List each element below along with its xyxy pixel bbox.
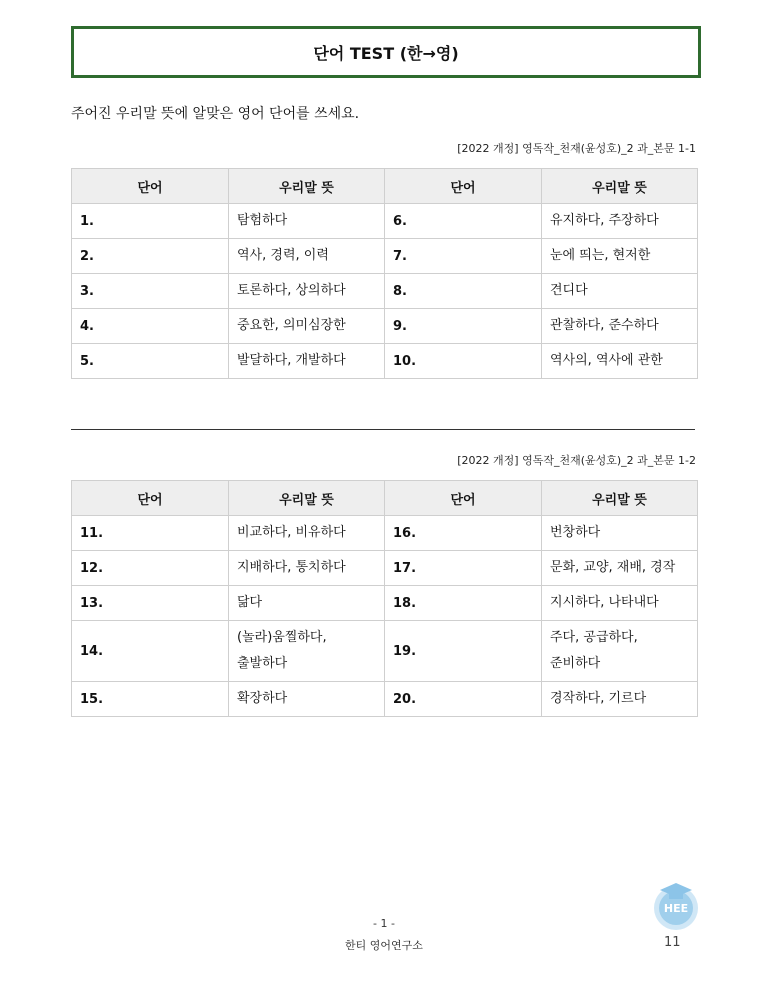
word-number: 11.: [72, 516, 229, 551]
meaning-line: 유지하다, 주장하다: [550, 213, 659, 228]
word-number: 12.: [72, 551, 229, 586]
korean-meaning: [229, 586, 385, 621]
meaning-line: 지배하다, 통치하다: [237, 560, 346, 575]
meaning-line: 확장하다: [237, 691, 288, 706]
word-number: 20.: [385, 682, 542, 717]
table-header-row: [72, 169, 698, 204]
meaning-line: 눈에 띄는, 현저한: [550, 248, 651, 263]
table-row: [72, 682, 698, 717]
word-number: 4.: [72, 309, 229, 344]
source-label: [2022 개정] 영독작_천재(윤성호)_2 과_본문 1-1: [457, 142, 696, 155]
meaning-line: 경작하다, 기르다: [550, 691, 647, 706]
footer-side-page: 11: [664, 935, 681, 950]
word-number: 5.: [72, 344, 229, 379]
header-word: 단어: [72, 481, 229, 516]
korean-meaning: [229, 516, 385, 551]
header-word: 단어: [385, 481, 542, 516]
korean-meaning: [542, 682, 698, 717]
word-number: 8.: [385, 274, 542, 309]
korean-meaning: [229, 239, 385, 274]
vocab-table: [71, 480, 698, 717]
meaning-line: 역사의, 역사에 관한: [550, 353, 663, 368]
word-number: 9.: [385, 309, 542, 344]
meaning-line: 견디다: [550, 283, 588, 298]
meaning-line: 문화, 교양, 재배, 경작: [550, 560, 676, 575]
table-row: [72, 274, 698, 309]
korean-meaning: [542, 621, 698, 682]
meaning-line: 닮다: [237, 595, 263, 610]
meaning-line: 출발하다: [237, 656, 288, 671]
meaning-line: 관찰하다, 준수하다: [550, 318, 659, 333]
meaning-line: 준비하다: [550, 656, 601, 671]
hee-logo: [648, 877, 704, 933]
header-word: 단어: [385, 169, 542, 204]
table-row: [72, 586, 698, 621]
instruction-text: 주어진 우리말 뜻에 알맞은 영어 단어를 쓰세요.: [71, 106, 360, 122]
meaning-line: 탐험하다: [237, 213, 288, 228]
meaning-line: 발달하다, 개발하다: [237, 353, 346, 368]
word-number: 14.: [72, 621, 229, 682]
footer-publisher: 한티 영어연구소: [345, 939, 423, 952]
meaning-line: 지시하다, 나타내다: [550, 595, 659, 610]
source-label: [2022 개정] 영독작_천재(윤성호)_2 과_본문 1-2: [457, 454, 696, 467]
korean-meaning: [229, 682, 385, 717]
table-row: [72, 621, 698, 682]
korean-meaning: [542, 204, 698, 239]
header-meaning: 우리말 뜻: [229, 169, 385, 204]
header-meaning: 우리말 뜻: [229, 481, 385, 516]
logo-text: HEE: [663, 902, 689, 915]
korean-meaning: [542, 274, 698, 309]
korean-meaning: [229, 274, 385, 309]
korean-meaning: [542, 239, 698, 274]
korean-meaning: [229, 344, 385, 379]
table-row: [72, 239, 698, 274]
section-divider: [71, 429, 695, 430]
meaning-line: (놀라)움찔하다,: [237, 630, 327, 645]
korean-meaning: [229, 204, 385, 239]
table-row: [72, 516, 698, 551]
vocab-table: [71, 168, 698, 379]
korean-meaning: [229, 309, 385, 344]
header-word: 단어: [72, 169, 229, 204]
word-number: 2.: [72, 239, 229, 274]
table-row: [72, 344, 698, 379]
meaning-line: 중요한, 의미심장한: [237, 318, 346, 333]
meaning-line: 토론하다, 상의하다: [237, 283, 346, 298]
word-number: 18.: [385, 586, 542, 621]
meaning-line: 주다, 공급하다,: [550, 630, 638, 645]
korean-meaning: [542, 344, 698, 379]
word-number: 3.: [72, 274, 229, 309]
meaning-line: 비교하다, 비유하다: [237, 525, 346, 540]
korean-meaning: [542, 516, 698, 551]
table-row: [72, 551, 698, 586]
meaning-line: 역사, 경력, 이력: [237, 248, 329, 263]
title-box: [71, 26, 701, 78]
word-number: 16.: [385, 516, 542, 551]
table-row: [72, 309, 698, 344]
word-number: 1.: [72, 204, 229, 239]
word-number: 15.: [72, 682, 229, 717]
table-row: [72, 204, 698, 239]
korean-meaning: [542, 309, 698, 344]
word-number: 19.: [385, 621, 542, 682]
header-meaning: 우리말 뜻: [542, 169, 698, 204]
korean-meaning: [542, 586, 698, 621]
page-title: 단어 TEST (한→영): [313, 43, 459, 63]
korean-meaning: [542, 551, 698, 586]
word-number: 6.: [385, 204, 542, 239]
header-meaning: 우리말 뜻: [542, 481, 698, 516]
meaning-line: 번창하다: [550, 525, 601, 540]
word-number: 7.: [385, 239, 542, 274]
korean-meaning: [229, 621, 385, 682]
page-number: - 1 -: [373, 917, 395, 930]
table-header-row: [72, 481, 698, 516]
word-number: 10.: [385, 344, 542, 379]
korean-meaning: [229, 551, 385, 586]
word-number: 13.: [72, 586, 229, 621]
word-number: 17.: [385, 551, 542, 586]
